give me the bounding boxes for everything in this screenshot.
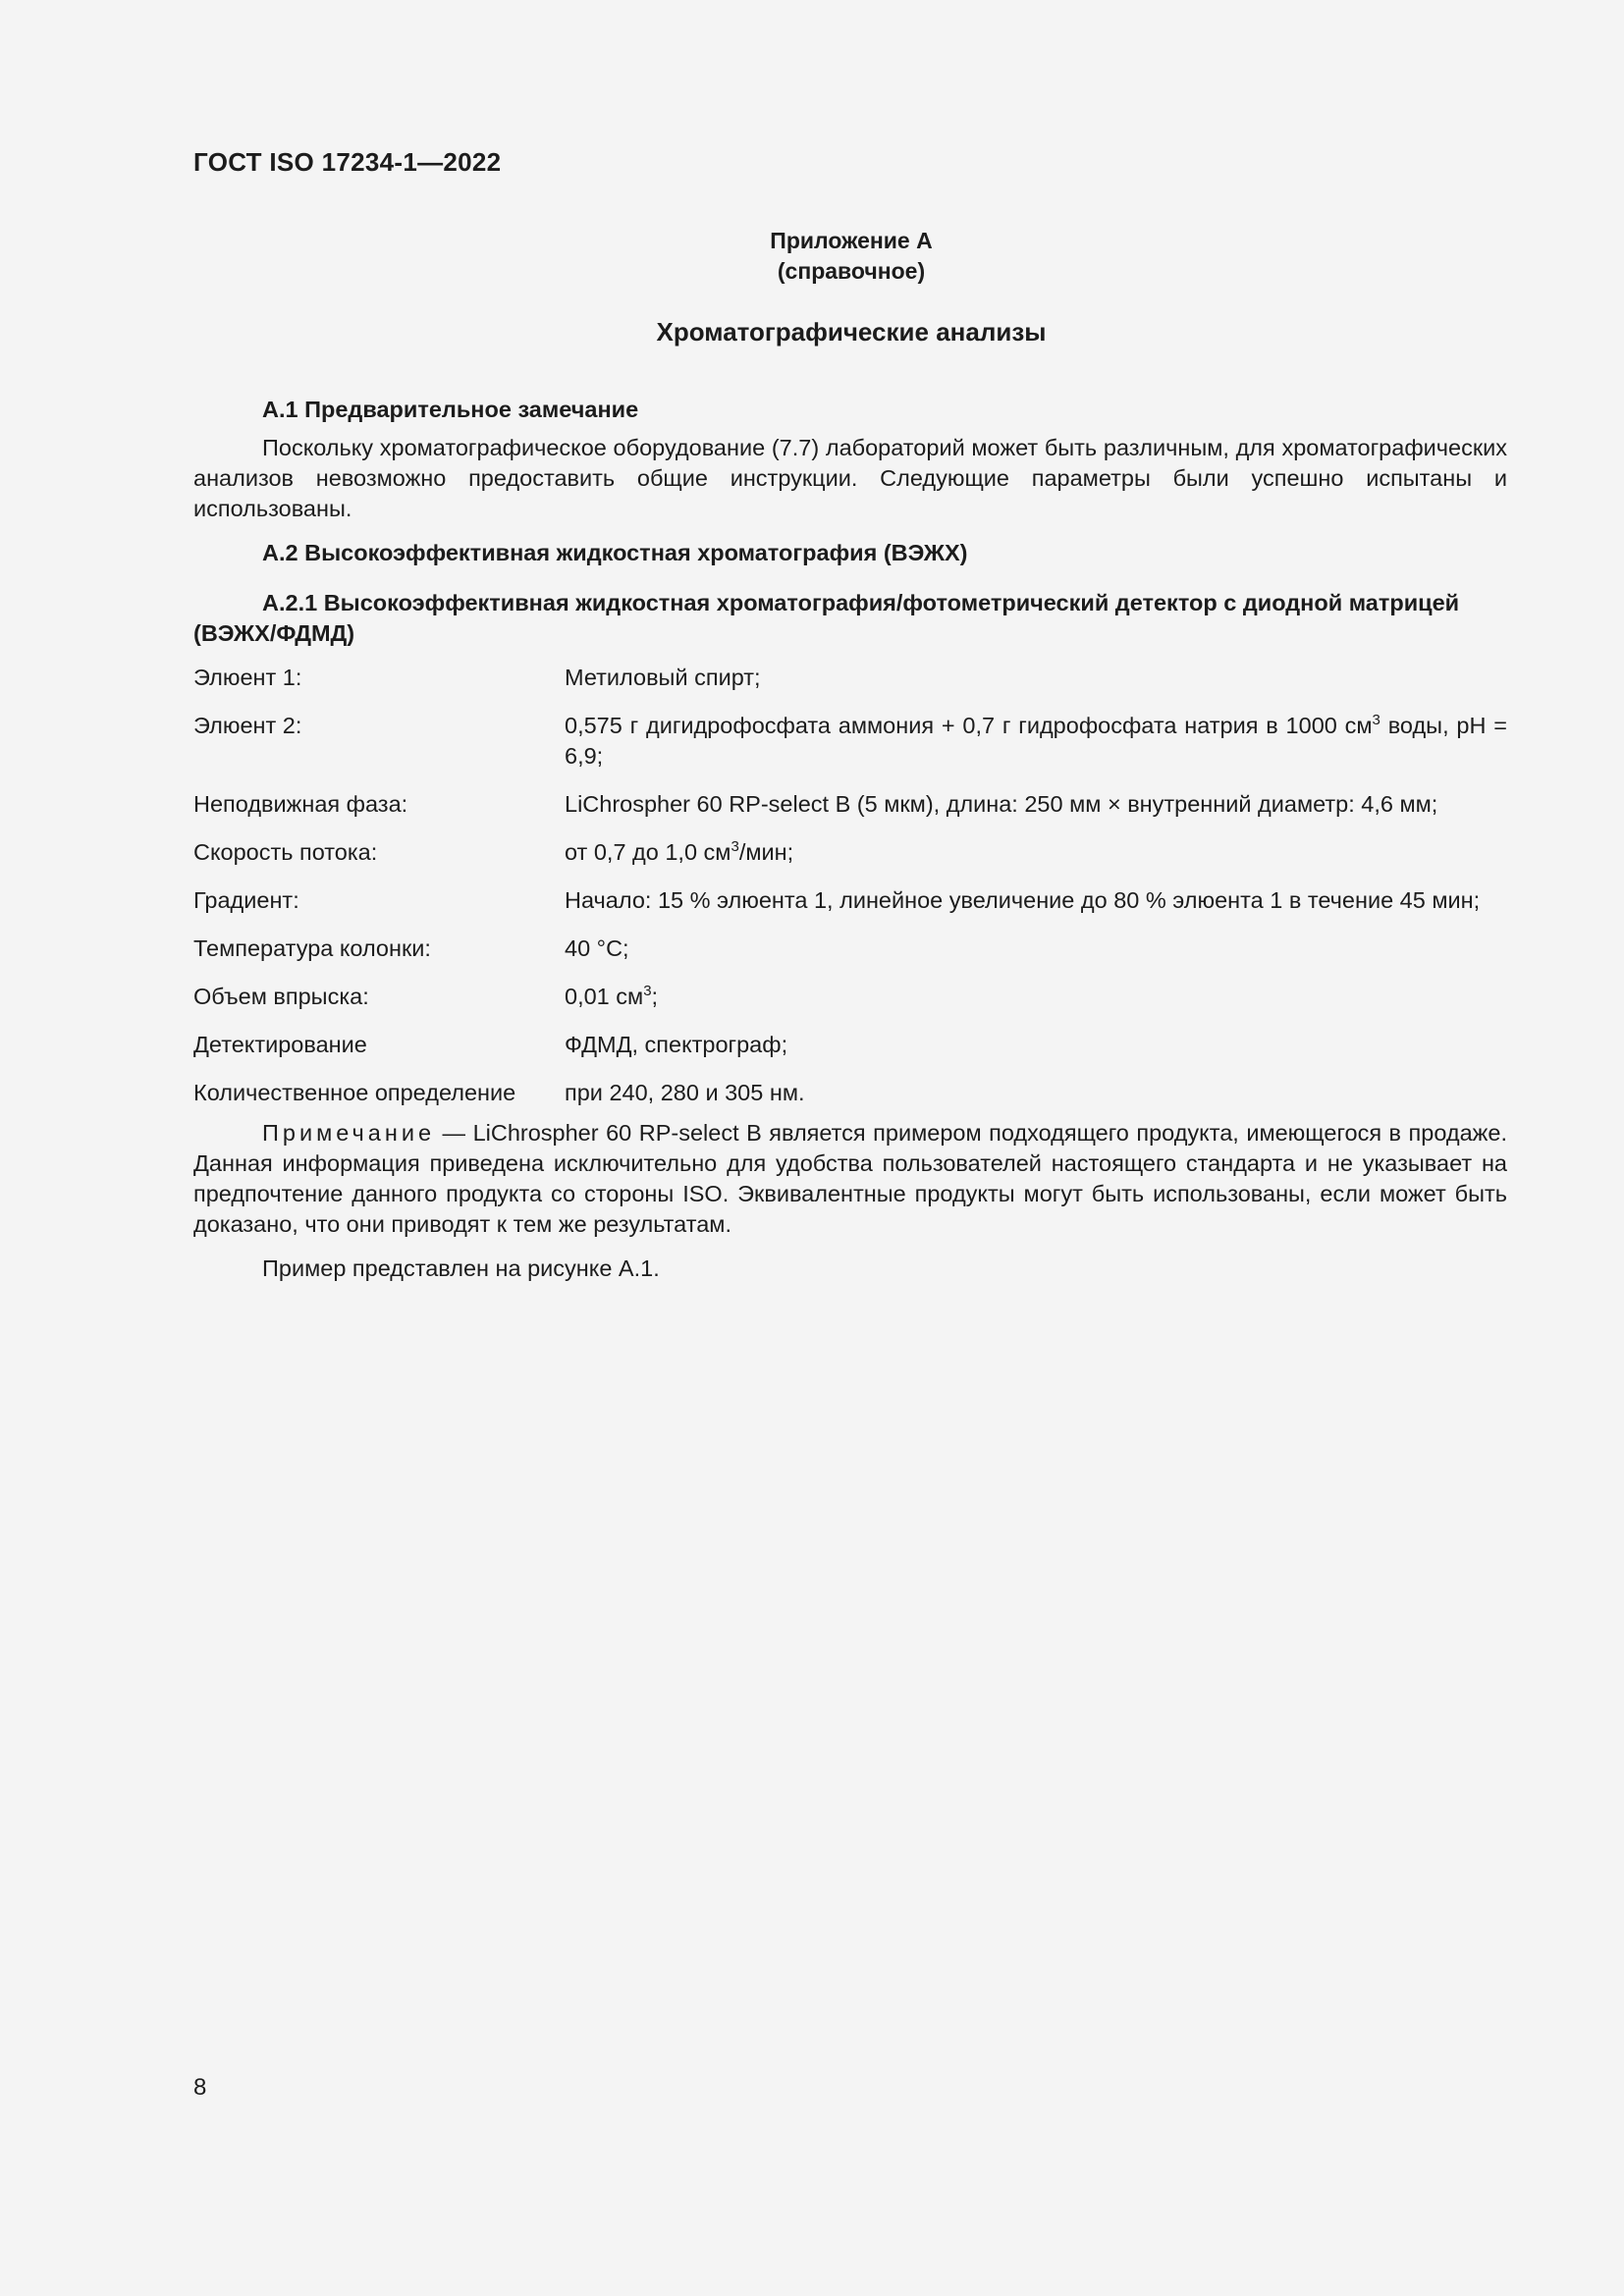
note-label: Примечание [262, 1120, 436, 1146]
parameter-term: Неподвижная фаза: [193, 791, 408, 817]
parameter-term: Температура колонки: [193, 935, 431, 961]
value-text: ; [651, 984, 659, 1009]
parameter-row [193, 1030, 1507, 1060]
document-body [193, 395, 1507, 1284]
note-dash: — [435, 1120, 473, 1146]
parameter-row [193, 934, 1507, 964]
example-reference: Пример представлен на рисунке А.1. [262, 1255, 660, 1281]
parameter-row [193, 982, 1507, 1012]
parameter-term: Детектирование [193, 1032, 367, 1057]
superscript: 3 [1372, 712, 1380, 729]
parameter-term: Объем впрыска: [193, 984, 369, 1009]
parameter-value: ФДМД, спектрограф; [565, 1032, 788, 1057]
note-text: LiChrospher 60 RP-select B является примером подходящего продукта, имеющегося в продаже. Данная информация приведена исключительно для удобства пользователей настоящего стандарта и не указывает на предпочтение данного продукта со стороны ISO. Эквивалентные продукты могут быть использованы, если может быть доказано, что они приводят к тем же результатам. [193, 1120, 1507, 1237]
value-text: воды, pH = 6,9; [565, 713, 1507, 769]
value-text: 0,575 г дигидрофосфата аммония + 0,7 г гидрофосфата натрия в 1000 см [565, 713, 1373, 738]
parameter-value [565, 982, 1507, 1012]
parameter-term: Градиент: [193, 887, 299, 913]
parameter-row [193, 885, 1507, 916]
superscript: 3 [643, 983, 652, 1000]
parameter-value: 40 °C; [565, 935, 629, 961]
parameter-term: Элюент 1: [193, 665, 302, 690]
section-a2-heading: А.2 Высокоэффективная жидкостная хроматография (ВЭЖХ) [262, 540, 968, 565]
parameter-row [193, 663, 1507, 693]
parameter-row [193, 1078, 1507, 1108]
parameter-list [193, 663, 1507, 1108]
parameter-row [193, 789, 1507, 820]
section-a21-heading: А.2.1 Высокоэффективная жидкостная хроматография/фотометрический детектор с диодной матрицей (ВЭЖХ/ФДМД) [193, 590, 1460, 646]
parameter-value: LiChrospher 60 RP-select B (5 мкм), длина: 250 мм × внутренний диаметр: 4,6 мм; [565, 791, 1438, 817]
parameter-value [565, 711, 1507, 772]
value-text: 0,01 см [565, 984, 644, 1009]
note-paragraph [193, 1118, 1507, 1240]
parameter-value [565, 837, 1507, 868]
value-text: /мин; [738, 839, 794, 865]
page-number: 8 [193, 2074, 207, 2101]
annex-heading [0, 226, 1624, 287]
annex-title: Хроматографические анализы [656, 317, 1047, 347]
parameter-term: Элюент 2: [193, 713, 302, 738]
value-text: от 0,7 до 1,0 см [565, 839, 731, 865]
parameter-value: Начало: 15 % элюента 1, линейное увеличение до 80 % элюента 1 в течение 45 мин; [565, 887, 1481, 913]
parameter-term: Скорость потока: [193, 839, 378, 865]
parameter-row [193, 837, 1507, 868]
annex-type: (справочное) [777, 258, 926, 284]
annex-label: Приложение А [770, 228, 933, 253]
parameter-value: при 240, 280 и 305 нм. [565, 1080, 805, 1105]
parameter-value: Метиловый спирт; [565, 665, 761, 690]
superscript: 3 [731, 838, 739, 856]
section-a1-heading: А.1 Предварительное замечание [262, 397, 639, 422]
parameter-row [193, 711, 1507, 772]
parameter-term: Количественное определение [193, 1080, 516, 1105]
section-a1-text: Поскольку хроматографическое оборудование (7.7) лабораторий может быть различным, для хроматографических анализов невозможно предоставить общие инструкции. Следующие параметры были успешно испытаны и использованы. [193, 435, 1507, 521]
document-id: ГОСТ ISO 17234-1—2022 [193, 147, 502, 177]
